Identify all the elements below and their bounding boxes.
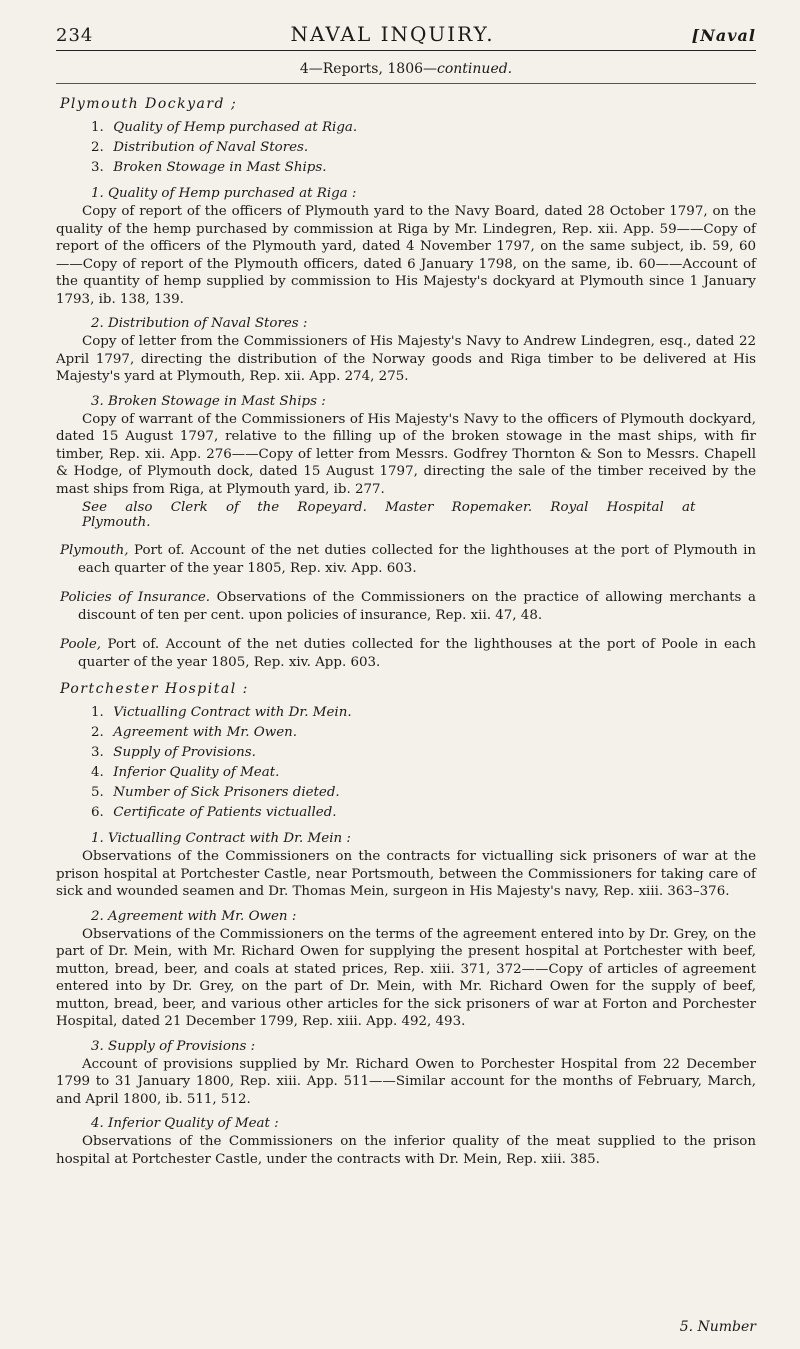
section-subheading (56, 61, 756, 77)
dockyard-title: Plymouth Dockyard ; (60, 96, 238, 112)
paragraph: Observations of the Commissioners on the contracts for victualling sick prisoners of war at the prison hospital at Portchester Castle, near Portsmouth, between the Commissioners for taking care of sick and wounded seamen and Dr. Thomas Mein, surgeon in His Majesty's navy, Rep. xiii. 363–376. (56, 849, 756, 899)
toc-num: 2. (91, 725, 104, 740)
toc-num: 1. (91, 705, 104, 720)
toc-label: Supply of Provisions. (113, 745, 256, 760)
paragraph: Account of provisions supplied by Mr. Richard Owen to Porchester Hospital from 22 December 1799 to 31 January 1800, Rep. xiii. App. 511——Similar account for the months of February, March, and April 1800, ib. 511, 512. (56, 1056, 756, 1107)
toc-label: Victualling Contract with Dr. Mein. (113, 705, 352, 720)
toc-num: 3. (91, 160, 104, 175)
entry-text: Observations of the Commissioners on the practice of allowing merchants a discount of ten per cent. upon policies of insurance, Rep. xii. 47, 48. (78, 590, 756, 623)
running-head-right: [Naval (691, 26, 756, 45)
dockyard-toc (91, 118, 756, 178)
subsection-heading: 2. Agreement with Mr. Owen : (91, 908, 297, 924)
toc-item (91, 118, 756, 138)
hospital-toc (91, 703, 756, 823)
index-entry (60, 589, 756, 624)
toc-label: Broken Stowage in Mast Ships. (113, 160, 327, 175)
subsection-heading: 1. Quality of Hemp purchased at Riga : (91, 186, 357, 201)
toc-num: 3. (91, 745, 104, 760)
index-entry (60, 542, 756, 577)
toc-label: Certificate of Patients victualled. (113, 805, 337, 820)
toc-label: Agreement with Mr. Owen. (113, 725, 298, 740)
toc-item (91, 158, 756, 178)
toc-num: 6. (91, 805, 104, 820)
toc-num: 4. (91, 765, 104, 780)
header-rule (56, 50, 756, 51)
paragraph: Copy of warrant of the Commissioners of His Majesty's Navy to the officers of Plymouth dockyard, dated 15 August 1797, relative to the filling up of the broken stowage in the mast ships, with fir timber, Rep. xii. App. 276——Copy of letter from Messrs. Godfrey Thornton & Son to Messrs. Chapell & Hodge, of Plymouth dock, dated 15 August 1797, directing the sale of the timber received by the mast ships from Riga, at Plymouth yard, ib. 277. (56, 411, 756, 497)
page-number: 234 (56, 25, 94, 46)
hospital-title: Portchester Hospital : (60, 681, 249, 697)
toc-num: 5. (91, 785, 104, 800)
entry-head: Policies of Insurance. (60, 590, 211, 605)
paragraph: Observations of the Commissioners on the terms of the agreement entered into by Dr. Grey, on the part of Dr. Mein, with Mr. Richard Owen for supplying the present hospital at Portchester with beef, mutton, bread, beer, and coals at stated prices, Rep. xiii. 371, 372——Copy of articles of agreement entered into by Dr. Grey, on the part of Dr. Mein, with Mr. Richard Owen for the supply of beef, mutton, bread, beer, and various other articles for the sick prisoners of war at Forton and Porchester Hospital, dated 21 December 1799, Rep. xiii. App. 492, 493. (56, 926, 756, 1029)
entry-text: Port of. Account of the net duties collected for the lighthouses at the port of Poole in each quarter of the year 1805, Rep. xiv. App. 603. (78, 637, 756, 670)
running-title: NAVAL INQUIRY. (290, 22, 495, 46)
toc-item (91, 763, 756, 783)
subheading-suffix: continued. (437, 61, 513, 77)
entry-head: Plymouth, (60, 543, 129, 558)
paragraph: Copy of letter from the Commissioners of His Majesty's Navy to Andrew Lindegren, esq., dated 22 April 1797, directing the distribution of the Norway goods and Riga timber to be delivered at His Majesty's yard at Plymouth, Rep. xii. App. 274, 275. (56, 334, 756, 384)
index-entry (60, 636, 756, 671)
toc-label: Inferior Quality of Meat. (113, 765, 280, 780)
toc-item (91, 138, 756, 158)
toc-item (91, 703, 756, 723)
toc-label: Quality of Hemp purchased at Riga. (113, 120, 358, 135)
paragraph: Copy of report of the officers of Plymouth yard to the Navy Board, dated 28 October 1797, on the quality of the hemp purchased by commission at Riga by Mr. Lindegren, Rep. xii. App. 59——Copy of report of the officers of the Plymouth yard, dated 4 November 1797, on the same subject, ib. 59, 60——Copy of report of the Plymouth officers, dated 6 January 1798, on the same, ib. 60——Account of the quantity of hemp supplied by commission to His Majesty's dockyard at Plymouth since 1 January 1793, ib. 138, 139. (56, 204, 756, 307)
subsection-heading: 4. Inferior Quality of Meat : (91, 1116, 279, 1131)
subsection-heading: 2. Distribution of Naval Stores : (91, 316, 308, 331)
toc-num: 1. (91, 120, 104, 135)
entry-text: Port of. Account of the net duties collected for the lighthouses at the port of Plymouth in each quarter of the year 1805, Rep. xiv. App. 603. (78, 543, 756, 576)
toc-item (91, 743, 756, 763)
toc-item (91, 783, 756, 803)
subheading-prefix: 4—Reports, 1806— (299, 61, 438, 77)
subsection-heading: 3. Supply of Provisions : (91, 1038, 256, 1054)
paragraph: Observations of the Commissioners on the inferior quality of the meat supplied to the prison hospital at Portchester Castle, under the contracts with Dr. Mein, Rep. xiii. 385. (56, 1134, 756, 1167)
subsection-heading: 1. Victualling Contract with Dr. Mein : (91, 831, 351, 846)
toc-item (91, 803, 756, 823)
catchword: 5. Number (679, 1319, 756, 1335)
toc-label: Number of Sick Prisoners dieted. (113, 785, 340, 800)
toc-item (91, 723, 756, 743)
toc-label: Distribution of Naval Stores. (113, 140, 309, 155)
subsection-heading: 3. Broken Stowage in Mast Ships : (91, 393, 326, 409)
entry-head: Poole, (60, 637, 102, 652)
see-also: See also Clerk of the Ropeyard. Master Ropemaker. Royal Hospital at Plymouth. (82, 500, 696, 530)
subheading-rule (56, 83, 756, 84)
toc-num: 2. (91, 140, 104, 155)
running-header (56, 22, 756, 46)
